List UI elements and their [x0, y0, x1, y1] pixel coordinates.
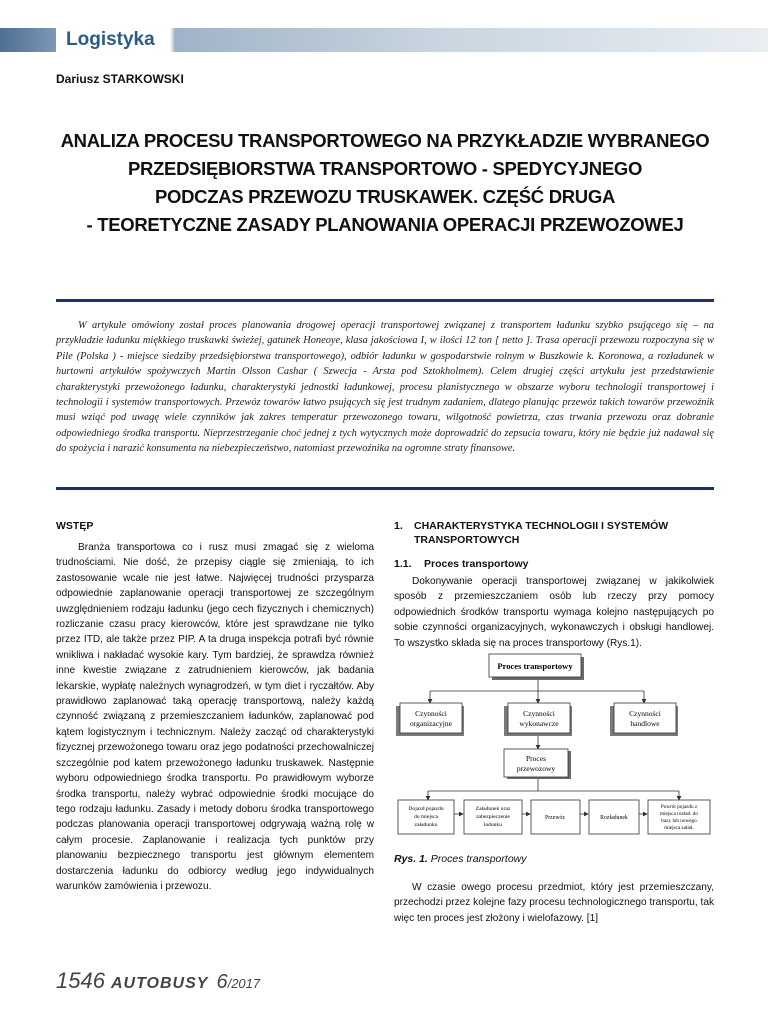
caption-text: Proces transportowy: [430, 853, 527, 865]
diagram-box: [614, 703, 676, 733]
paragraph: W czasie owego procesu przedmiot, który jest przemieszczany, przechodzi przez kolejne fazy procesu technologicznego transportu, tak więc ten proces jest złożony i wielofazowy. [1]: [394, 882, 714, 924]
subsection-heading: Proces transportowy: [424, 558, 529, 570]
section-label: Logistyka: [66, 29, 155, 50]
divider: [56, 299, 714, 302]
issue-number: 6: [216, 971, 228, 993]
diagram-label: handlowe: [630, 719, 660, 728]
page-footer: [56, 968, 260, 994]
diagram-connectors: [428, 680, 679, 814]
diagram-label: Przewóz: [545, 815, 565, 821]
diagram-label: Proces transportowy: [497, 661, 573, 671]
diagram-label: Dojazd pojazdu: [408, 806, 444, 812]
diagram-box: [508, 703, 570, 733]
diagram-label: do miejsca: [413, 814, 439, 820]
issue-year: /2017: [227, 976, 261, 991]
paragraph: Dokonywanie operacji transportowej związanej w jakikolwiek sposób z przemieszczaniem osób lub rzeczy przy pomocy odpowiednich środków transportu wymaga kolejno następujących po sobie czynności organizacyjnych, wykonawczych i obsługi handlowej. To wszystko składa się na proces transportowy (Rys.1).: [394, 576, 714, 649]
diagram-label: Czynności: [523, 709, 555, 718]
diagram-label: wykonawcze: [519, 719, 559, 728]
author: Dariusz STARKOWSKI: [56, 72, 184, 86]
diagram-label: Rozładunek: [600, 815, 628, 821]
diagram-label: załadunku: [414, 822, 438, 828]
process-diagram: [394, 645, 714, 850]
diagram-label: Załadunek oraz: [475, 806, 511, 812]
figure-caption: [394, 853, 527, 865]
diagram-label: przewozowy: [516, 764, 556, 773]
title-line: PODCZAS PRZEWOZU TRUSKAWEK. CZĘŚĆ DRUGA: [154, 186, 616, 207]
diagram-label: bazy lub nowego: [661, 818, 697, 824]
caption-label: Rys. 1.: [394, 853, 428, 865]
diagram-label: ładunku: [483, 822, 503, 828]
title-line: PRZEDSIĘBIORSTWA TRANSPORTOWO - SPEDYCYJNEGO: [127, 158, 643, 179]
title-line: ANALIZA PROCESU TRANSPORTOWEGO NA PRZYKŁADZIE WYBRANEGO: [60, 130, 710, 151]
divider: [56, 487, 714, 490]
diagram-label: Powrót pojazdu z: [660, 804, 698, 810]
section-heading-cont: TRANSPORTOWYCH: [414, 534, 520, 546]
intro-text: Branża transportowa co i rusz musi zmagać się z wieloma trudnościami. Nie dość, że przepisy ciągle się zmieniają, to ich zastosowanie wcale nie jest łatwe. Najwięcej trudności przysparza odpowiednie zaplanowanie operacji transportowej ze szczególnym uwzględnieniem rodzaju ładunku (jego cech fizycznych i chemicznych) rozliczanie czasu pracy kierowców, które jest sprawdzane nie tylko przez ITD, ale także przez PIP. A ta druga inspekcja potrafi być równie wnikliwa i nakładać wysokie kary. Tym bardziej, że sprawdza również inne kwestie związane z zatrudnieniem kierowców, jak badania lekarskie, wypłatę należnych wynagrodzeń, w tym diet i ryczałtów. Aby prawidłowo zaplanować taką operację transportową, należy każdą czynność związaną z przemieszczaniem ładunków, zaplanować pod kątem logistycznym i technicznym. Należy zacząć od charakterystyki fizycznej przewożonego towaru oraz jego podatności przechowalniczej szczególnie pod katem przewożonego ładunku truskawek. Następnie wyboru odpowiedniego środka transportu. Po prawidłowym wyborze środka transportu, należy wybrać odpowiednie środki mocujące do tego rodzaju ładunku. Zasady i metody doboru środka transportowego podczas planowania operacji transportowej odgrywają ważną rolę w całym procesie. Zaplanowanie i realizacja tych punktów przy planowaniu bezpiecznego transportu jest głównym elementem dostarczenia ładunku do odbiorcy według jego indywidualnych warunków zamówienia i przewozu.: [56, 542, 374, 892]
subsection-number: 1.1.: [394, 558, 412, 570]
diagram-box: [400, 703, 462, 733]
section-number: 1.: [394, 520, 403, 532]
diagram-label: Proces: [526, 754, 546, 763]
intro-heading: WSTĘP: [56, 520, 94, 532]
title-line: - TEORETYCZNE ZASADY PLANOWANIA OPERACJI PRZEWOZOWEJ: [86, 214, 684, 235]
diagram-label: Czynności: [415, 709, 447, 718]
diagram-label: miejsca rozład. do: [660, 811, 698, 817]
page-number: 1546: [56, 968, 105, 993]
diagram-label: zabezpieczenie: [476, 814, 510, 820]
section-heading: CHARAKTERYSTYKA TECHNOLOGII I SYSTEMÓW: [414, 520, 669, 532]
diagram-label: Czynności: [629, 709, 661, 718]
magazine-name: AUTOBUSY: [110, 975, 209, 992]
abstract: W artykule omówiony został proces planowania drogowej operacji transportowej związanej z transportem ładunku szybko psującego się – na przykładzie ładunku miękkiego truskawki świeżej, gatunek Honeoye, klasa jakościowa I, w ilości 12 ton [ netto ]. Trasa operacji przewozu rozpoczyna się w Pile (Polska ) - miejsce siedziby przedsiębiorstwa transportowego), odbiór ładunku w gospodarstwie rolnym w Buszkowie k. Koronowa, a rozładunek w hurtowni artykułów spożywczych Martin Olsson Cashar ( Szwecja - Arsta pod Sztokholmem). Celem drugiej części artykułu jest przedstawienie charakterystyki przewożonego ładunku, charakterystyki jednostki ładunkowej, procesu planistycznego w obszarze wyboru technologii transportowej i technologii i systemów transportowych. Przewóz towarów łatwo psujących się jest trudnym zadaniem, dlatego planując przewóz takich towarów przewoźnik musi wziąć pod uwagę wiele czynników jak zakres temperatur przewozonego towaru, wilgotność powietrza, czas trwania przewozu oraz dobranie odpowiedniego środka transportu. Nieprzestrzeganie choć jednej z tych wytycznych może doprowadzić do zepsucia towaru, który nie będzie już nadawał się do spożycia i narazić konsumenta na niebezpieczeństwo, natomiast przewoźnika na ogromne straty finansowe.: [56, 320, 714, 455]
article-title: [40, 127, 730, 239]
diagram-label: miejsca załad.: [664, 825, 694, 831]
diagram-label: organizacyjne: [410, 719, 452, 728]
